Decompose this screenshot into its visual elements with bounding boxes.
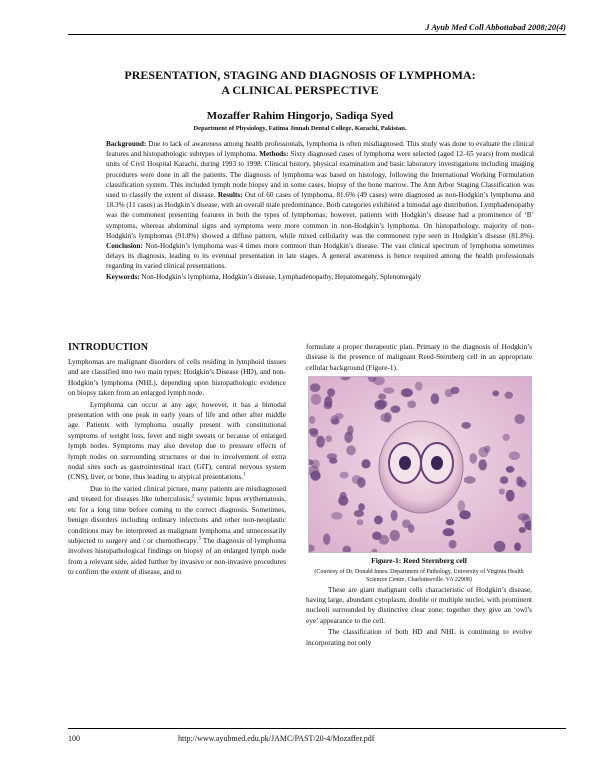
left-column [68, 342, 286, 579]
background-lymphocyte [464, 476, 476, 484]
background-lymphocyte [492, 391, 499, 397]
affiliation: Department of Physiology, Fatima Jinnah Dental College, Karachi, Pakistan. [193, 125, 407, 132]
background-lymphocyte [445, 389, 454, 397]
background-lymphocyte [352, 475, 362, 484]
background-lymphocyte [499, 489, 505, 495]
intro-paragraph-3c: The diagnosis of lymphoma involves histopathological findings on biopsy of an enlarged lymph node from a relevant side, aided further by invasive or non-invasive procedures to confirm the extent of disease, and to [68, 535, 287, 577]
background-text: Due to lack of awareness among health professionals, lymphoma is often misdiagnosed. This study was done to evaluate the clinical features and histopathologic subtypes of lymphoma. [106, 140, 534, 159]
background-lymphocyte [316, 436, 325, 448]
page-number: 100 [68, 734, 80, 743]
background-lymphocyte [372, 532, 382, 540]
background-lymphocyte [506, 466, 515, 473]
article-title [60, 68, 540, 98]
background-lymphocyte [461, 422, 471, 429]
background-lymphocyte [431, 393, 439, 404]
background-lymphocyte [310, 383, 320, 392]
background-lymphocyte [374, 400, 386, 410]
background-lymphocyte [311, 394, 321, 405]
article-url: http://www.ayubmed.edu.pk/JAMC/PAST/20-4/Mozaffer.pdf [178, 734, 375, 743]
background-lymphocyte [311, 460, 320, 469]
background-lymphocyte [340, 472, 349, 479]
background-lymphocyte [374, 516, 383, 525]
background-lymphocyte [357, 519, 364, 525]
journal-citation: J Ayub Med Coll Abbottabad 2008;20(4) [425, 22, 566, 32]
intro-paragraph-3 [68, 484, 286, 578]
background-lymphocyte [324, 396, 332, 408]
background-lymphocyte [391, 510, 398, 521]
background-lymphocyte [407, 401, 416, 409]
intro-paragraph-1: Lymphomas are malignant disorders of cells residing in lymphoid tissues and are classified into two main types; Hodgkin’s Disease (HD), and non-Hodgkin’s lymphoma (NHL), depending upon histopathologic evidence on biopsy taken from an enlarged lymph node. [68, 357, 286, 398]
background-lymphocyte [494, 541, 506, 552]
background-lymphocyte [478, 447, 488, 458]
introduction-heading: INTRODUCTION [68, 342, 149, 353]
right-column [306, 342, 532, 649]
header-rule [68, 34, 566, 35]
results-label: Results: [217, 191, 243, 200]
background-lymphocyte [383, 388, 394, 394]
abstract-body [106, 139, 534, 272]
intro-paragraph-3b: systemic lupus erythematosis, etc for a long time before coming to the correct diagnosis. Sometimes, benign disorders including ordinary infections and other non-neoplastic conditions may be interpreted as malignant lymphoma and unnecessarily subjected to surgery and / or chemotherapy. [68, 494, 286, 545]
reference-1: 1 [243, 473, 246, 479]
conclusion-text: Non-Hodgkin’s lymphoma was 4 times more common than Hodgkin’s disease. The vast clinical spectrum of lymphoma sometimes delays its diagnosis, leading to its eventual presentation in late stages. A general awareness is hence required among the health professionals regarding its varied clinical presentations. [106, 242, 534, 271]
intro-paragraph-3a: Due to the varied clinical picture, many patients are misdiagnosed and treated for diseases like tuberculosis, [68, 483, 286, 504]
title-line-1: PRESENTATION, STAGING AND DIAGNOSIS OF LYMPHOMA: [124, 68, 476, 82]
intro-paragraph-6: The classification of both HD and NHL is continuing to evolve incorporating not only [306, 627, 532, 647]
reference-2: 2 [191, 494, 195, 500]
methods-text: Sixty diagnosed cases of lymphoma were selected (aged 12–65 years) from medical units of Civil Hospital Karachi, during 1993 to 1998. Clinical history, physical examination and basic laboratory investigations including imaging procedures were done in all the patients. The diagnosis of lymphoma was based on histology, following the International Working Formulation classification system. This included lymph node biopsy and in some cases, biopsy of the bone marrow. The Ann Arbor Staging Classification was used to classify the extent of disease. [106, 150, 535, 200]
keywords-label: Keywords: [106, 272, 140, 281]
background-lymphocyte [509, 452, 520, 461]
results-text: Out of 60 cases of lymphoma, 81.6% (49 cases) were diagnosed as non-Hodgkin’s lymphoma and 18.3% (11 cases) as Hodgkin’s disease, with an overall male predominance. Both categories exhibited a bimodal age distribution. Lymphadenopathy was the commonest presenting features in both the types of lymphomas; however, patients with Hodgkin’s disease had a prominence of ‘B’ symptoms, whereas abdominal signs and symptoms were more common in non-Hodgkin’s lymphoma. On histopathology, majority of non-Hodgkin’s lymphomas (91.8%) showed a diffuse pattern, while mixed cellularity was the commonest type seen in Hodgkin’s disease (81.8%). [106, 191, 535, 240]
methods-label: Methods: [259, 150, 289, 159]
background-lymphocyte [518, 513, 530, 520]
background-lymphocyte [344, 432, 353, 443]
background-lymphocyte [340, 492, 347, 499]
background-lymphocyte [354, 510, 364, 517]
background-lymphocyte [331, 512, 342, 520]
reference-3: 3 [198, 536, 201, 542]
background-lymphocyte [446, 519, 455, 525]
background-lymphocyte [323, 534, 330, 545]
background-lymphocyte [390, 406, 400, 413]
background-lymphocyte [331, 418, 340, 425]
background-lymphocyte [415, 382, 423, 391]
title-line-2: A CLINICAL PERSPECTIVE [221, 83, 379, 97]
background-lymphocyte [401, 389, 413, 398]
background-lymphocyte [327, 453, 338, 459]
intro-paragraph-2 [68, 400, 286, 483]
background-lymphocyte [326, 436, 332, 443]
background-lymphocyte [514, 543, 521, 552]
background-lymphocyte [390, 530, 400, 541]
reed-sternberg-micrograph [308, 376, 532, 553]
background-lymphocyte [449, 540, 457, 549]
background-lymphocyte [506, 490, 515, 502]
background-lymphocyte [408, 524, 415, 533]
background-lymphocyte [443, 528, 455, 536]
background-lymphocyte [458, 500, 466, 512]
background-lymphocyte [327, 388, 335, 397]
background-lymphocyte [361, 460, 370, 469]
keywords-text: Non-Hodgkin’s lymphoma, Hodgkin’s disease, Lymphadenopathy, Hepatomegaly, Splenomegaly [139, 272, 422, 281]
background-label: Background: [106, 140, 147, 148]
micrograph-image [309, 377, 531, 552]
background-lymphocyte [378, 394, 386, 401]
background-lymphocyte [514, 414, 524, 424]
keywords [106, 272, 534, 282]
background-lymphocyte [310, 471, 320, 481]
authors: Mozaffer Rahim Hingorjo, Sadiqa Syed [206, 110, 394, 122]
background-lymphocyte [519, 527, 526, 533]
background-lymphocyte [346, 446, 355, 456]
intro-paragraph-5: These are giant malignant cells characteristic of Hodgkin’s disease, having large, abundant cytoplasm, double or multiple nuclei, with prominent nucleoli surrounded by distinctive clear zone; together they give an ‘owl’s eye’ appearance to the cell. [306, 584, 532, 625]
conclusion-label: Conclusion: [106, 242, 143, 251]
intro-paragraph-4: formulate a proper therapeutic plan. Primary to the diagnosis of Hodgkin’s disease is the presence of malignant Reed-Sternberg cell in an appropriate cellular background (Figure-1). [306, 342, 532, 372]
abstract [106, 139, 534, 282]
background-lymphocyte [505, 392, 513, 399]
figure-caption: Figure-1: Reed Sternberg cell [371, 556, 467, 566]
background-lymphocyte [500, 476, 508, 484]
background-lymphocyte [503, 434, 510, 441]
intro-paragraph-2-text: Lymphoma can occur at any age; however, it has a bimodal presentation with one peak in early years of life and other after middle age. Patients with lymphoma usually present with constitutional symptoms of weight loss, fever and night sweats or because of enlarged lymph nodes. Symptoms may also develop due to pressure effects of lymph nodes on surrounding structures or due to involvement of extra nodal sites such as gastrointestinal tract (GIT), central nervous system (CNS), liver, or bone, thus leading to atypical presentations. [68, 399, 286, 482]
background-lymphocyte [478, 460, 487, 471]
footer-rule [68, 728, 566, 729]
background-lymphocyte [470, 453, 478, 464]
background-lymphocyte [459, 510, 470, 519]
background-lymphocyte [358, 503, 365, 511]
figure-credit: (Courtesy of Dr. Donald Innes. Department of Pathology, University of Virginia Health Sciences Centre, Charlottesville. VA 22908) [314, 568, 524, 583]
background-lymphocyte [380, 413, 390, 422]
background-lymphocyte [516, 476, 523, 486]
